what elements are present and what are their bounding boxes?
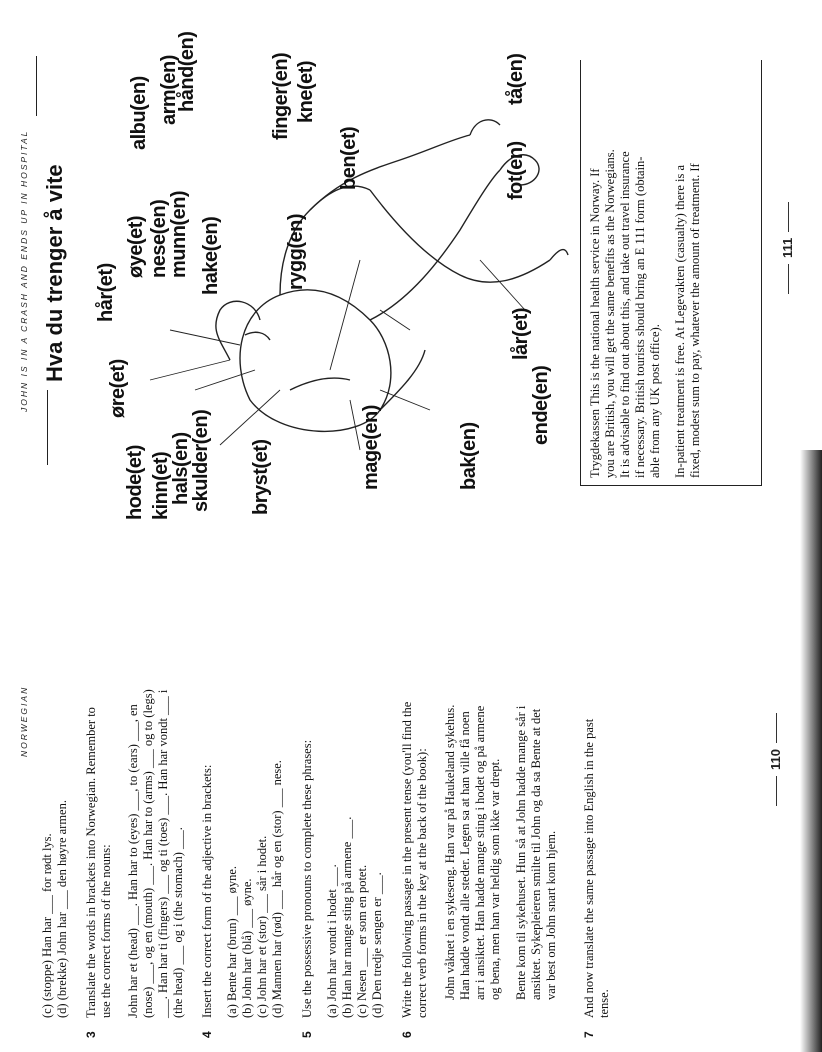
text-line: Bente kom til sykehuset. Hun så at John hadde mange sår i bbox=[514, 705, 528, 1000]
text-line: (c) Nesen ___ er som en potet. bbox=[355, 864, 369, 1018]
text-line: Write the following passage in the present tense (you'll find the bbox=[400, 701, 414, 1018]
exercise-number: 5 bbox=[300, 1031, 314, 1038]
text-line: ansiktet. Sykepleieren smilte til John og da sa Bente at det bbox=[529, 708, 543, 1000]
body-label: albu(en) bbox=[128, 76, 150, 150]
running-head-right: JOHN IS IN A CRASH AND ENDS UP IN HOSPITAL bbox=[19, 129, 29, 412]
body-label: øre(et) bbox=[107, 359, 129, 418]
box-line: It is advisable to find out about this, and take out travel insurance bbox=[618, 151, 632, 478]
body-label: mage(en) bbox=[360, 405, 382, 490]
body-label: skulder(en) bbox=[190, 409, 212, 512]
body-label: ende(en) bbox=[530, 365, 552, 445]
box-line: In-patient treatment is free. At Legevakten (casualty) there is a bbox=[673, 164, 687, 478]
text-line: use the correct forms of the nouns: bbox=[99, 844, 113, 1018]
box-line: fixed, modest sum to pay, whatever the amount of treatment. If bbox=[688, 163, 702, 478]
body-label: fot(en) bbox=[505, 141, 527, 200]
page-number-right: 111 bbox=[780, 196, 795, 300]
body-label: munn(en) bbox=[168, 190, 190, 278]
page-heading: Hva du trenger å vite bbox=[42, 164, 67, 382]
body-label: hår(et) bbox=[95, 263, 117, 322]
exercise-number: 7 bbox=[582, 1031, 596, 1038]
text-line: (the head) ___ og i (the stomach) ___. bbox=[171, 827, 185, 1018]
box-line: able from any UK post office). bbox=[648, 324, 662, 478]
body-label: ben(et) bbox=[338, 126, 360, 190]
text-line: arr i ansiktet. Han hadde mange sting i hodet og på armene bbox=[473, 705, 487, 1000]
box-line: you are British, you will get the same benefits as the Norwegians. bbox=[603, 149, 617, 478]
body-label: hals(en) bbox=[170, 432, 192, 505]
text-line: John våknet i en sykeseng. Han var på Haukeland sykehus. bbox=[443, 704, 457, 1000]
body-label: arm(en) bbox=[158, 55, 180, 125]
box-line: Trygdekassen This is the national health service in Norway. If bbox=[588, 168, 602, 478]
body-label: kinn(et) bbox=[150, 451, 172, 520]
box-line: if necessary. British tourists should bring an E 111 form (obtain- bbox=[633, 156, 647, 478]
exercise-number: 4 bbox=[200, 1031, 214, 1038]
text-line: var best om John snart kom hjem. bbox=[544, 830, 558, 1000]
text-line: (d) (brekke) John har ___ den høyre armen. bbox=[55, 800, 69, 1018]
text-line: (a) John har vondt i hodet ___. bbox=[325, 864, 339, 1018]
body-label: lår(et) bbox=[510, 307, 532, 360]
text-line: Han hadde vondt alle steder. Legen sa at han ville få noen bbox=[458, 711, 472, 1000]
text-line: tense. bbox=[597, 989, 611, 1018]
text-line: And now translate the same passage into English in the past bbox=[582, 718, 596, 1018]
body-label: rygg(en) bbox=[285, 214, 307, 290]
text-line: (d) Mannen har (rød) ___ hår og en (stor) ___ nese. bbox=[270, 760, 284, 1018]
body-label: hode(et) bbox=[124, 445, 146, 520]
text-line: (c) (stoppe) Han har ___ for rødt lys. bbox=[40, 833, 54, 1018]
running-head-left: NORWEGIAN bbox=[19, 685, 29, 757]
text-line: (a) Bente har (brun) ___ øyne. bbox=[225, 865, 239, 1018]
body-label: hånd(en) bbox=[176, 31, 198, 112]
exercise-number: 6 bbox=[400, 1031, 414, 1038]
text-line: (nose) ___, og en (mouth) ___. Han har to (arms) ___ og to (legs) bbox=[141, 689, 155, 1018]
text-line: (b) Han har mange sting på armene ___. bbox=[340, 816, 354, 1018]
body-label: finger(en) bbox=[270, 52, 292, 140]
body-label: bak(en) bbox=[458, 422, 480, 490]
body-label: hake(en) bbox=[200, 216, 222, 295]
body-label: øye(et) bbox=[125, 215, 147, 278]
body-label: bryst(et) bbox=[250, 439, 272, 515]
text-line: (b) John har (blå) ___ øyne. bbox=[240, 878, 254, 1018]
binding-shadow bbox=[800, 450, 822, 1052]
body-label: kne(et) bbox=[295, 60, 317, 123]
exercise-number: 3 bbox=[84, 1031, 98, 1038]
text-line: (d) Den tredje sengen er ___. bbox=[370, 872, 384, 1018]
page-number-left: 110 bbox=[768, 707, 783, 812]
text-line: ___. Han har ti (fingers) ___ og ti (toes) ___. Han har vondt ___ i bbox=[156, 689, 170, 1018]
text-line: John har et (head) ___. Han har to (eyes) ___, to (ears) ___, en bbox=[126, 704, 140, 1018]
text-line: Insert the correct form of the adjective in brackets: bbox=[200, 764, 214, 1018]
text-line: correct verb forms in the key at the back of the book): bbox=[415, 748, 429, 1018]
text-line: Translate the words in brackets into Norwegian. Remember to bbox=[84, 707, 98, 1018]
text-line: Use the possessive pronouns to complete these phrases: bbox=[300, 739, 314, 1018]
text-line: og bena, men han var heldig som ikke var drept. bbox=[488, 758, 502, 1000]
body-label: tå(en) bbox=[505, 53, 527, 105]
body-label: nese(en) bbox=[148, 199, 170, 278]
text-line: (c) John har et (stor) ___ sår i hodet. bbox=[255, 835, 269, 1018]
